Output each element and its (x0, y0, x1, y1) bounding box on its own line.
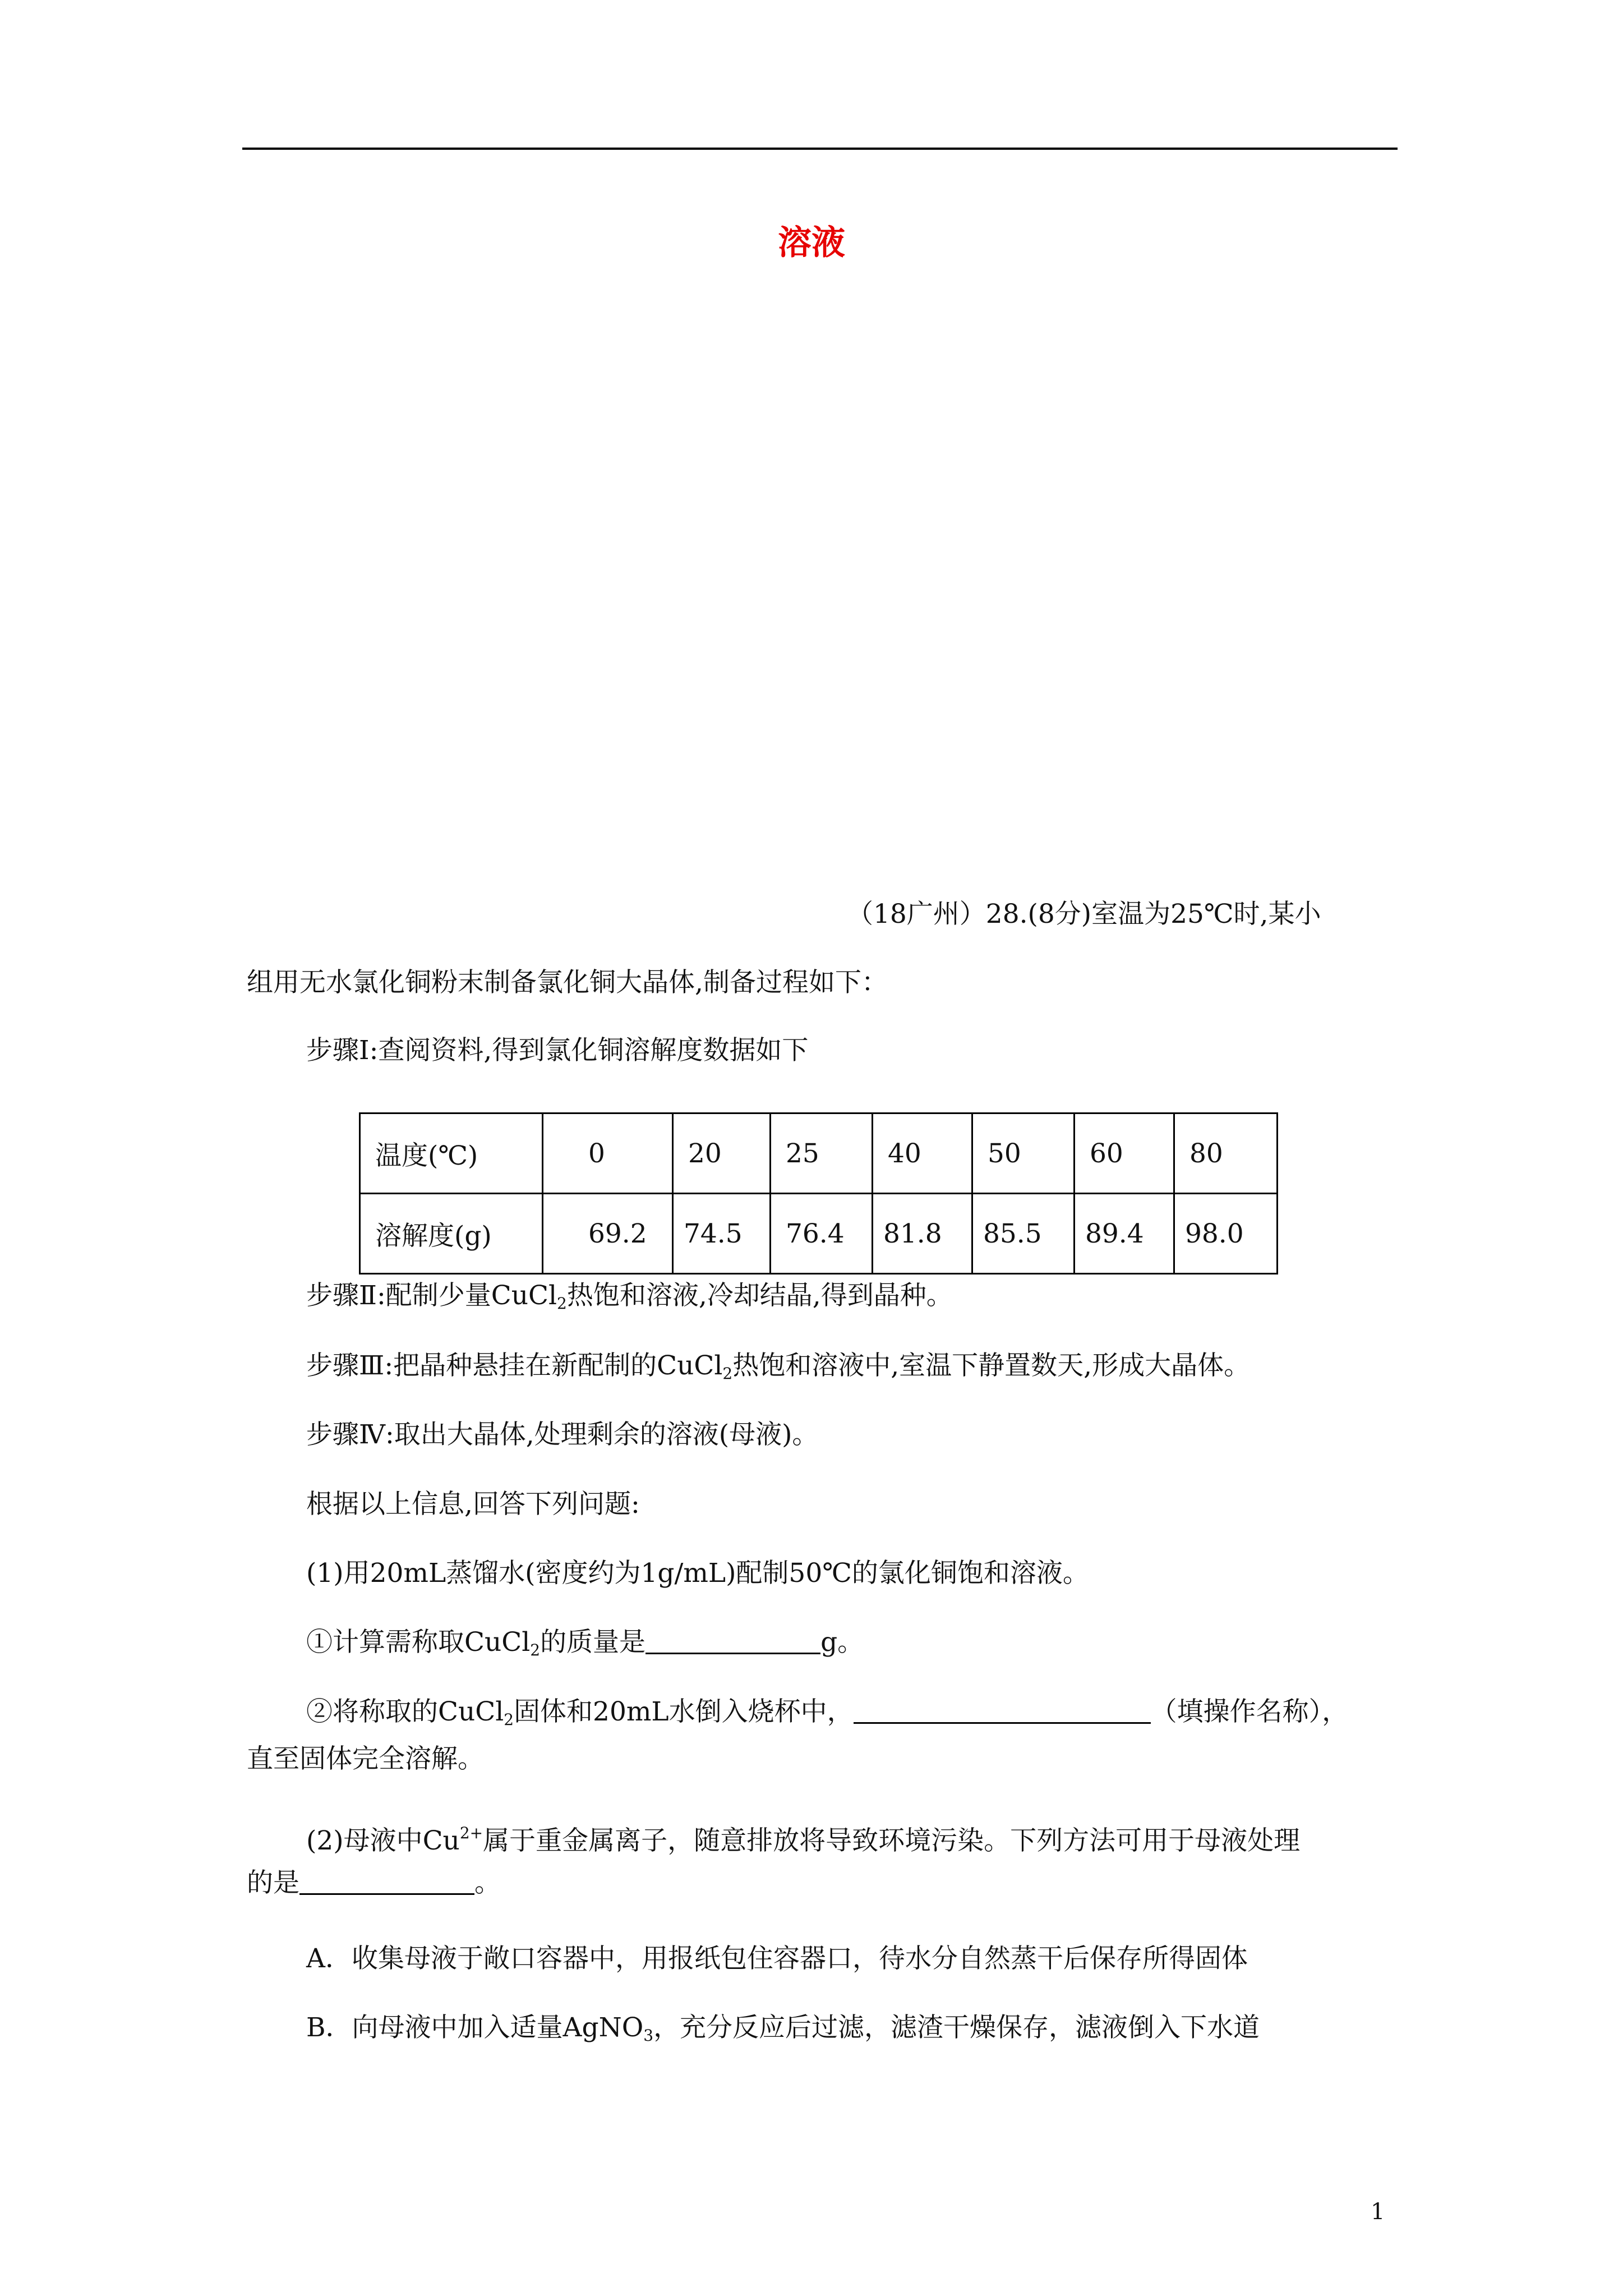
table-cell: 80 (1174, 1114, 1278, 1194)
table-row (360, 1194, 1278, 1274)
table-row (360, 1114, 1278, 1194)
table-cell: 85.5 (972, 1194, 1075, 1274)
table-cell: 98.0 (1174, 1194, 1278, 1274)
intro-line-2: 组用无水氯化铜粉末制备氯化铜大晶体,制备过程如下： (247, 967, 888, 998)
table-cell: 89.4 (1075, 1194, 1174, 1274)
table-cell: 0 (543, 1114, 673, 1194)
table-cell: 40 (873, 1114, 972, 1194)
solubility-table (359, 1112, 1278, 1274)
table-cell: 69.2 (543, 1194, 673, 1274)
page-number: 1 (1371, 2199, 1385, 2225)
step-3: 步骤Ⅲ:把晶种悬挂在新配制的CuCl$_2$热饱和溶液中,室温下静置数天,形成大晶体。 (306, 1350, 1251, 1383)
answer-blank[interactable] (645, 1628, 820, 1654)
row-header-temperature: 温度(℃) (360, 1114, 543, 1194)
step-1: 步骤Ⅰ:查阅资料,得到氯化铜溶解度数据如下 (306, 1035, 809, 1066)
question-1a: ①计算需称取CuCl$_2$的质量是 g。 (306, 1627, 864, 1659)
question-2: (2)母液中$Cu^{2+}$属于重金属离子，随意排放将导致环境污染。下列方法可用于母液处理 (306, 1824, 1301, 1856)
answer-blank[interactable] (299, 1869, 474, 1895)
option-b: B．向母液中加入适量AgNO$_3$，充分反应后过滤，滤渣干燥保存，滤液倒入下水道 (306, 2012, 1260, 2045)
intro-line-1: （18广州）28.(8分)室温为25℃时,某小 (847, 899, 1321, 930)
table-cell: 25 (771, 1114, 873, 1194)
table-cell: 76.4 (771, 1194, 873, 1274)
page-title: 溶液 (778, 223, 845, 263)
header-rule (242, 148, 1398, 150)
question-2-line-2: 的是 。 (247, 1867, 501, 1898)
row-header-solubility: 溶解度(g) (360, 1194, 543, 1274)
prompt: 根据以上信息,回答下列问题: (306, 1489, 640, 1520)
answer-blank[interactable] (854, 1697, 1151, 1724)
table-cell: 20 (673, 1114, 771, 1194)
question-1: (1)用20mL蒸馏水(密度约为1g/mL)配制50℃的氯化铜饱和溶液。 (306, 1558, 1089, 1589)
question-1b: ②将称取的CuCl$_2$固体和20mL水倒入烧杯中， （填操作名称）， (306, 1696, 1349, 1729)
option-a: A．收集母液于敞口容器中，用报纸包住容器口，待水分自然蒸干后保存所得固体 (306, 1943, 1248, 1974)
question-1b-line-2: 直至固体完全溶解。 (247, 1743, 484, 1774)
table-cell: 74.5 (673, 1194, 771, 1274)
step-4: 步骤Ⅳ:取出大晶体,处理剩余的溶液(母液)。 (306, 1419, 819, 1450)
table-cell: 60 (1075, 1114, 1174, 1194)
table-cell: 81.8 (873, 1194, 972, 1274)
step-2: 步骤Ⅱ:配制少量CuCl$_2$热饱和溶液,冷却结晶,得到晶种。 (306, 1280, 953, 1313)
table-cell: 50 (972, 1114, 1075, 1194)
